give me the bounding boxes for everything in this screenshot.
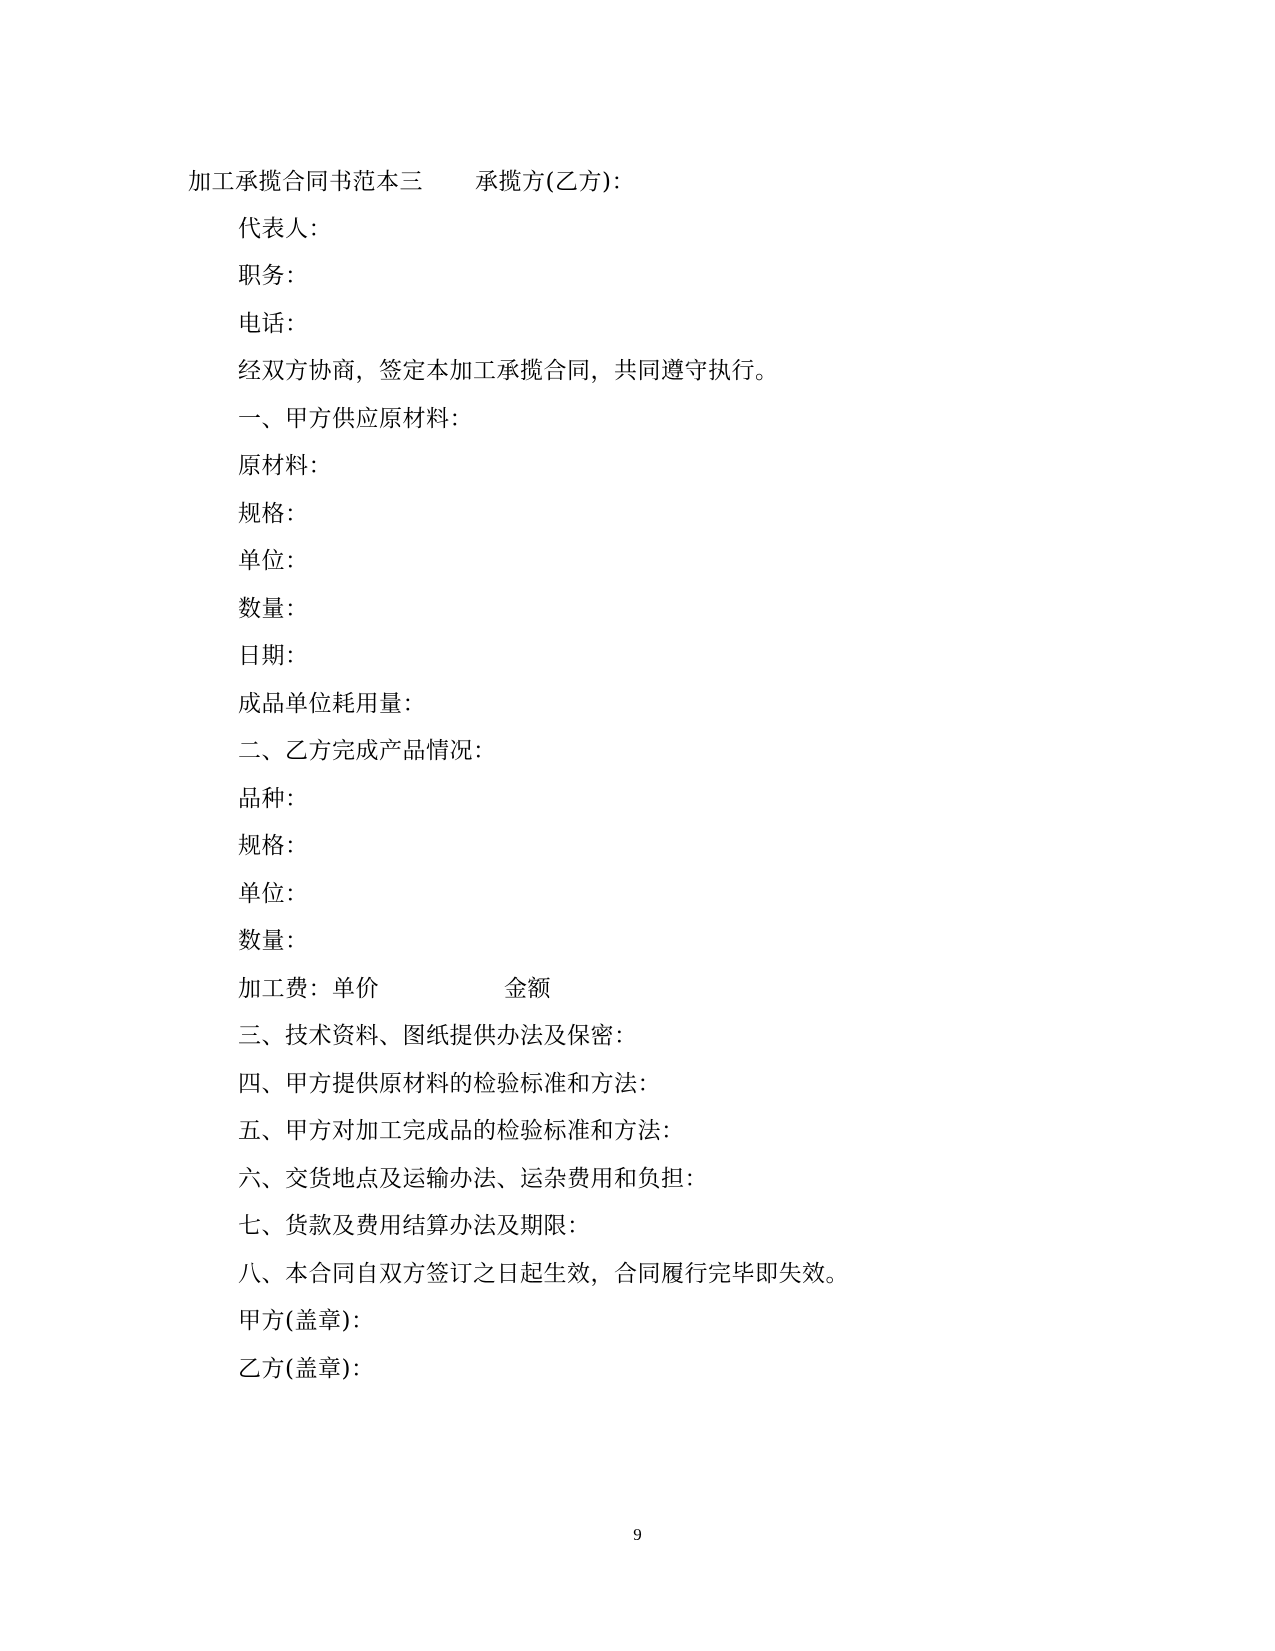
party-b-seal-label: 乙方(盖章)： (238, 1356, 375, 1382)
consumption-label: 成品单位耗用量： (238, 691, 426, 717)
clause-5: 五、甲方对加工完成品的检验标准和方法： (238, 1118, 685, 1144)
clause-7: 七、货款及费用结算办法及期限： (238, 1213, 591, 1239)
document-title: 加工承揽合同书范本三 (188, 169, 423, 195)
clause-4: 四、甲方提供原材料的检验标准和方法： (238, 1071, 661, 1097)
phone-label: 电话： (238, 311, 309, 337)
spec-label: 规格： (238, 501, 309, 527)
page-number: 9 (633, 1525, 642, 1544)
product-spec-label: 规格： (238, 833, 309, 859)
party-b-label: 承揽方(乙方)： (475, 169, 635, 195)
agreement-statement: 经双方协商，签定本加工承揽合同，共同遵守执行。 (238, 358, 779, 384)
clause-1-heading: 一、甲方供应原材料： (238, 406, 473, 432)
header-line (188, 167, 635, 197)
clause-8: 八、本合同自双方签订之日起生效，合同履行完毕即失效。 (238, 1261, 849, 1287)
product-quantity-label: 数量： (238, 928, 309, 954)
clause-6: 六、交货地点及运输办法、运杂费用和负担： (238, 1166, 708, 1192)
clause-3: 三、技术资料、图纸提供办法及保密： (238, 1023, 638, 1049)
unit-label: 单位： (238, 548, 309, 574)
amount-label: 金额 (504, 976, 551, 1002)
representative-label: 代表人： (238, 216, 332, 242)
processing-fee-line (238, 974, 551, 1004)
party-a-seal-label: 甲方(盖章)： (238, 1308, 375, 1334)
position-label: 职务： (238, 263, 309, 289)
clause-2-heading: 二、乙方完成产品情况： (238, 738, 497, 764)
unit-price-label: 加工费：单价 (238, 976, 379, 1002)
date-label: 日期： (238, 643, 309, 669)
product-unit-label: 单位： (238, 881, 309, 907)
raw-material-label: 原材料： (238, 453, 332, 479)
variety-label: 品种： (238, 786, 309, 812)
quantity-label: 数量： (238, 596, 309, 622)
